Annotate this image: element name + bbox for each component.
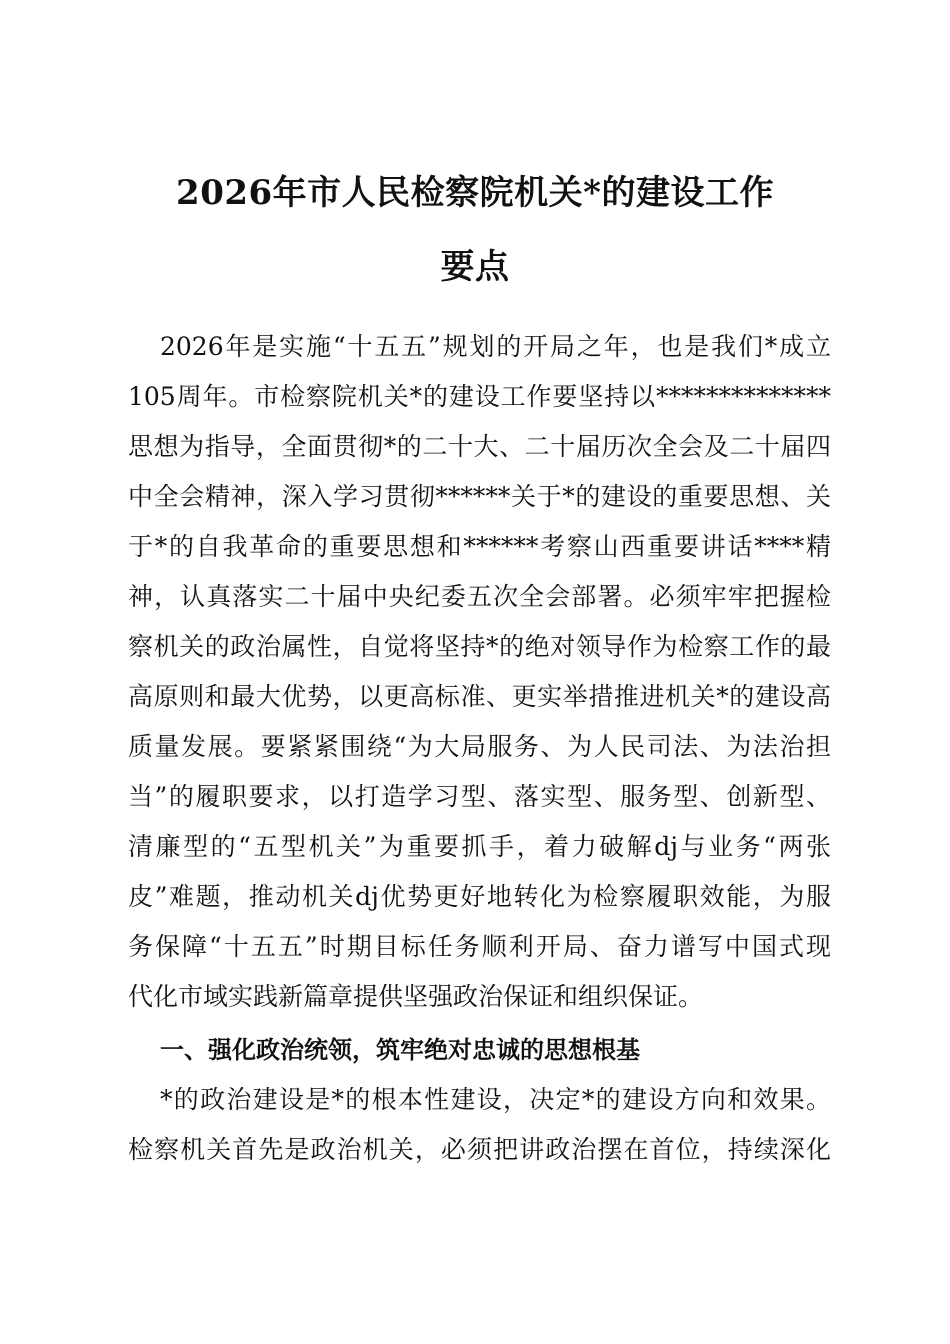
paragraph-line: 清廉型的“五型机关”为重要抓手，着力破解dj与业务“两张: [128, 832, 831, 861]
paragraph-line: *的政治建设是*的根本性建设，决定*的建设方向和效果。: [160, 1085, 831, 1114]
paragraph-line: 察机关的政治属性，自觉将坚持*的绝对领导作为检察工作的最: [128, 632, 831, 661]
section-1-heading: 一、强化政治统领，筑牢绝对忠诚的思想根基: [160, 1036, 640, 1064]
paragraph-line: 代化市域实践新篇章提供坚强政治保证和组织保证。: [128, 982, 704, 1011]
paragraph-line: 105周年。市检察院机关*的建设工作要坚持以**************: [128, 382, 831, 411]
paragraph-line: 皮”难题，推动机关dj优势更好地转化为检察履职效能，为服: [128, 882, 831, 911]
paragraph-line: 于*的自我革命的重要思想和******考察山西重要讲话****精: [128, 532, 831, 561]
paragraph-line: 2026年是实施“十五五”规划的开局之年，也是我们*成立: [160, 332, 831, 361]
document-title-line-1: 2026年市人民检察院机关*的建设工作: [176, 173, 774, 213]
paragraph-line: 务保障“十五五”时期目标任务顺利开局、奋力谱写中国式现: [128, 932, 831, 961]
paragraph-line: 中全会精神，深入学习贯彻******关于*的建设的重要思想、关: [128, 482, 831, 511]
paragraph-line: 神，认真落实二十届中央纪委五次全会部署。必须牢牢把握检: [128, 582, 831, 611]
paragraph-line: 检察机关首先是政治机关，必须把讲政治摆在首位，持续深化: [128, 1135, 831, 1164]
document-title-line-2: 要点: [440, 247, 510, 287]
paragraph-line: 高原则和最大优势，以更高标准、更实举措推进机关*的建设高: [128, 682, 831, 711]
paragraph-line: 当”的履职要求，以打造学习型、落实型、服务型、创新型、: [128, 782, 831, 811]
paragraph-line: 质量发展。要紧紧围绕“为大局服务、为人民司法、为法治担: [128, 732, 831, 761]
paragraph-line: 思想为指导，全面贯彻*的二十大、二十届历次全会及二十届四: [128, 432, 831, 461]
